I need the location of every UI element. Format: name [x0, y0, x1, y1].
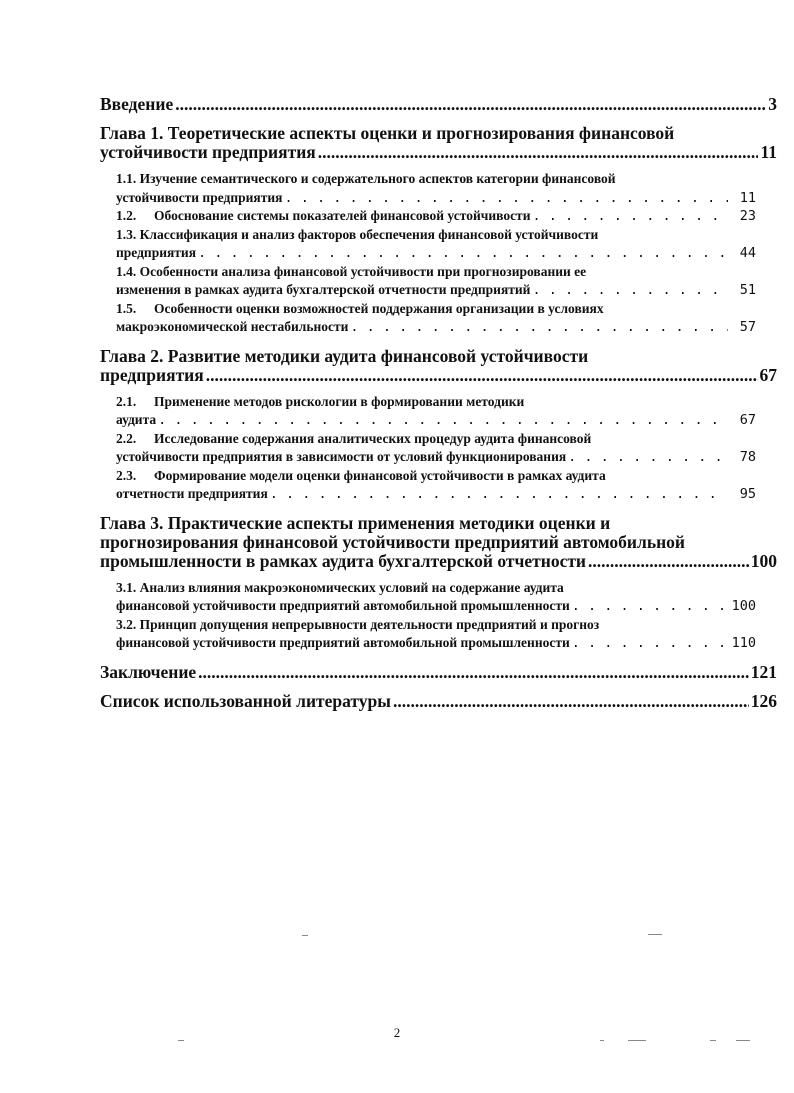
chapter-1-title-line-1: Глава 1. Теоретические аспекты оценки и прогнозирования финансовой [100, 123, 675, 143]
leader-dots [350, 318, 728, 337]
chapter-3-title-line-1: Глава 3. Практические аспекты применения методики оценки и [100, 512, 611, 533]
leader-dots [175, 95, 766, 114]
toc-intro-label: Введение [100, 94, 174, 114]
chapter-3-title-line-2: прогнозирования финансовой устойчивости предприятий автомобильной [100, 531, 685, 552]
section-1-2-number: 1.2. [116, 208, 137, 223]
toc-section-1-1 [116, 170, 756, 207]
section-1-1-line-2: устойчивости предприятия [116, 189, 283, 205]
leader-dots [318, 143, 759, 162]
leader-dots [588, 552, 749, 571]
toc-section-2-2 [116, 430, 756, 467]
scan-speck [648, 934, 662, 935]
section-1-1-page: 11 [739, 189, 756, 206]
section-1-1-line-1: 1.1. Изучение семантического и содержательного аспектов категории финансовой [116, 171, 616, 186]
section-2-1-page: 67 [739, 412, 756, 428]
section-1-5-line-1: Особенности оценки возможностей поддержания организации в условиях [154, 300, 604, 316]
section-3-1-page: 100 [731, 598, 756, 614]
section-2-2-line-1: Исследование содержания аналитических процедур аудита финансовой [154, 430, 592, 446]
section-1-2-line-1: Обоснование системы показателей финансовой устойчивости [154, 208, 531, 223]
toc-section-1-3 [116, 226, 756, 263]
toc-section-1-4 [116, 263, 756, 300]
leader-dots [572, 597, 728, 616]
chapter-2-title-line-1: Глава 2. Развитие методики аудита финансовой устойчивости [100, 345, 589, 366]
section-2-3-line-2: отчетности предприятия [116, 486, 268, 501]
toc-references-page: 126 [750, 690, 777, 711]
leader-dots [532, 207, 728, 226]
toc-section-3-1 [116, 579, 756, 616]
chapter-3-page: 100 [750, 550, 777, 571]
chapter-2-title-line-2: предприятия [100, 364, 204, 385]
section-2-1-line-1: Применение методов рискологии в формировании методики [154, 393, 525, 409]
chapter-1-page: 11 [760, 142, 777, 162]
table-of-contents [100, 95, 777, 711]
section-2-3-line-1: Формирование модели оценки финансовой устойчивости в рамках аудита [154, 467, 606, 483]
page-number: 2 [393, 1025, 401, 1040]
scan-speck [302, 935, 308, 936]
leader-dots [270, 485, 728, 504]
leader-dots [572, 634, 728, 653]
section-1-5-line-2: макроэкономической нестабильности [116, 319, 349, 334]
section-1-5-page: 57 [739, 319, 756, 335]
toc-section-3-2 [116, 616, 756, 653]
section-3-1-line-1: 3.1. Анализ влияния макроэкономических условий на содержание аудита [116, 579, 564, 595]
section-1-4-line-1: 1.4. Особенности анализа финансовой устойчивости при прогнозировании ее [116, 263, 587, 279]
toc-intro-page: 3 [768, 94, 777, 114]
section-1-5-number: 1.5. [116, 300, 137, 316]
toc-section-2-1 [116, 393, 756, 430]
leader-dots [284, 189, 728, 208]
section-2-1-number: 2.1. [116, 393, 137, 409]
section-2-2-number: 2.2. [116, 430, 137, 446]
section-3-1-line-2: финансовой устойчивости предприятий автомобильной промышленности [116, 598, 570, 613]
section-2-3-number: 2.3. [116, 467, 137, 483]
section-2-1-line-2: аудита [116, 412, 157, 427]
section-1-4-page: 51 [739, 282, 756, 298]
section-2-2-line-2: устойчивости предприятия в зависимости от условий функционирования [116, 449, 567, 464]
leader-dots [532, 281, 728, 300]
leader-dots [568, 448, 728, 467]
leader-dots [393, 692, 749, 711]
toc-conclusion-page: 121 [750, 661, 777, 682]
chapter-2-page: 67 [759, 364, 777, 385]
section-1-3-line-2: предприятия [116, 245, 197, 260]
toc-chapter-1 [100, 124, 777, 162]
chapter-3-title-line-3: промышленности в рамках аудита бухгалтерской отчетности [100, 550, 587, 571]
section-3-2-line-2: финансовой устойчивости предприятий автомобильной промышленности [116, 635, 570, 650]
toc-references-label: Список использованной литературы [100, 690, 391, 711]
toc-section-1-2 [116, 207, 756, 226]
toc-intro [100, 95, 777, 114]
section-3-2-line-1: 3.2. Принцип допущения непрерывности деятельности предприятий и прогноз [116, 616, 600, 632]
section-2-3-page: 95 [739, 486, 756, 502]
leader-dots [198, 244, 728, 263]
leader-dots [206, 366, 758, 385]
section-1-2-page: 23 [739, 208, 756, 224]
toc-chapter-2 [100, 347, 777, 385]
section-3-2-page: 110 [731, 635, 756, 651]
section-1-3-page: 44 [739, 245, 756, 261]
section-1-4-line-2: изменения в рамках аудита бухгалтерской отчетности предприятий [116, 282, 531, 297]
toc-section-2-3 [116, 467, 756, 504]
toc-conclusion [100, 663, 777, 682]
toc-section-1-5 [116, 300, 756, 337]
chapter-1-title-line-2: устойчивости предприятия [100, 142, 316, 162]
leader-dots [198, 663, 749, 682]
section-2-2-page: 78 [739, 449, 756, 465]
toc-chapter-3 [100, 514, 777, 571]
toc-references [100, 692, 777, 711]
toc-conclusion-label: Заключение [100, 661, 197, 682]
leader-dots [158, 411, 728, 430]
section-1-3-line-1: 1.3. Классификация и анализ факторов обеспечения финансовой устойчивости [116, 226, 599, 242]
